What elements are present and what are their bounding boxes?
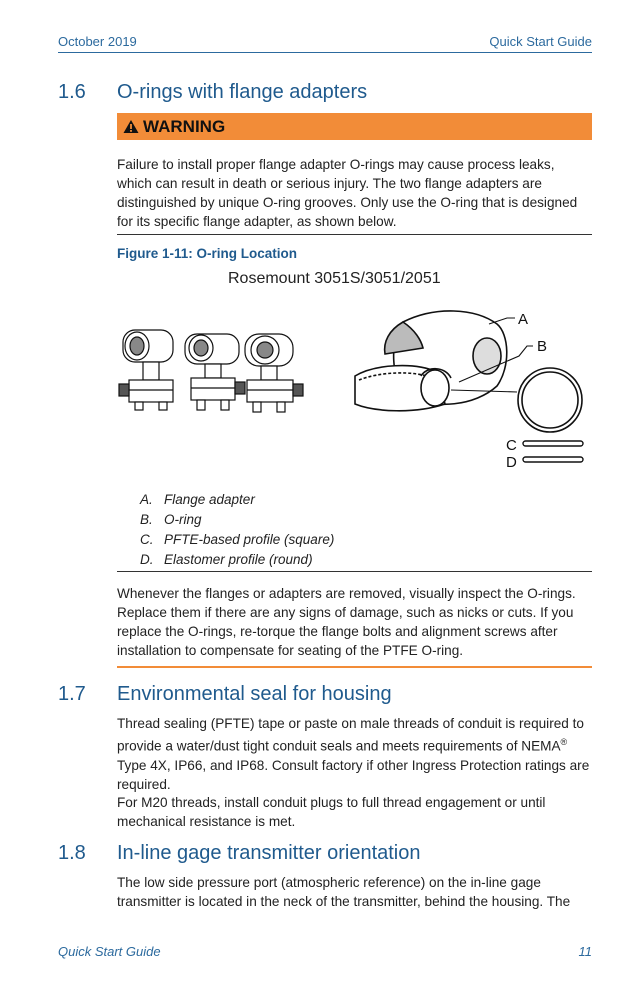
o-ring-profile-d	[523, 457, 583, 462]
section-title-1-7: Environmental seal for housing	[117, 683, 392, 705]
header-rule	[58, 52, 592, 53]
figure-subtitle: Rosemount 3051S/3051/2051	[228, 270, 441, 287]
header-date: October 2019	[58, 34, 137, 49]
flange-adapter-drawing	[355, 311, 507, 411]
legend-item: D. Elastomer profile (round)	[140, 552, 313, 567]
seal-paragraph-1: Thread sealing (PFTE) tape or paste on male threads of conduit is required to provide a water/dust tight conduit seals and meets requirements of NEMA® Type 4X, IP66, and IP68. Consult factory if other Ingress Protection ratings are required.	[117, 716, 590, 792]
o-ring-drawing	[518, 368, 582, 432]
callout-b: B	[537, 338, 548, 355]
section-number-1-8: 1.8	[58, 842, 86, 864]
section-number-1-6: 1.6	[58, 81, 86, 103]
callout-d: D	[506, 454, 517, 471]
callout-c: C	[506, 437, 517, 454]
figure-title: Figure 1-11: O-ring Location	[117, 246, 298, 261]
figure-illustration	[115, 300, 595, 475]
transmitter-illustration-3	[245, 334, 303, 412]
figure-legend	[140, 490, 334, 570]
section-number-1-7: 1.7	[58, 683, 86, 705]
warning-banner	[117, 113, 592, 140]
transmitter-illustration-1	[119, 330, 173, 410]
footer-guide-title: Quick Start Guide	[58, 944, 161, 959]
warning-triangle-icon	[123, 119, 139, 134]
section-title-1-8: In-line gage transmitter orientation	[117, 842, 421, 864]
o-ring-profile-c	[523, 441, 583, 446]
warning-label: WARNING	[143, 116, 226, 136]
legend-item: C. PFTE-based profile (square)	[140, 532, 335, 547]
figure-rule	[117, 571, 592, 572]
seal-paragraph-2: For M20 threads, install conduit plugs to full thread engagement or until mechanical resistance is met.	[117, 795, 546, 829]
inspect-paragraph: Whenever the flanges or adapters are removed, visually inspect the O-rings. Replace them if there are any signs of damage, such as nicks or cuts. If you replace the O-rings, re-torque the flange bolts and alignment screws after installation to compensate for seating of the PTFE O-ring.	[117, 586, 576, 658]
header-guide-title: Quick Start Guide	[489, 34, 592, 49]
warning-text: Failure to install proper flange adapter O-rings may cause process leaks, which can result in death or serious injury. The two flange adapters are distinguished by unique O-ring grooves. Only use the O-ring that is designed for its specific flange adapter, as shown below.	[117, 157, 578, 229]
callout-a: A	[518, 311, 529, 328]
legend-item: A. Flange adapter	[140, 492, 255, 507]
page-number: 11	[578, 944, 592, 959]
orientation-paragraph: The low side pressure port (atmospheric reference) on the in-line gage transmitter is located in the neck of the transmitter, behind the housing. The	[117, 875, 571, 909]
warning-rule	[117, 234, 592, 235]
legend-item: B. O-ring	[140, 512, 202, 527]
transmitter-illustration-2	[185, 334, 245, 410]
section-divider	[117, 666, 592, 668]
section-title-1-6: O-rings with flange adapters	[117, 81, 368, 103]
